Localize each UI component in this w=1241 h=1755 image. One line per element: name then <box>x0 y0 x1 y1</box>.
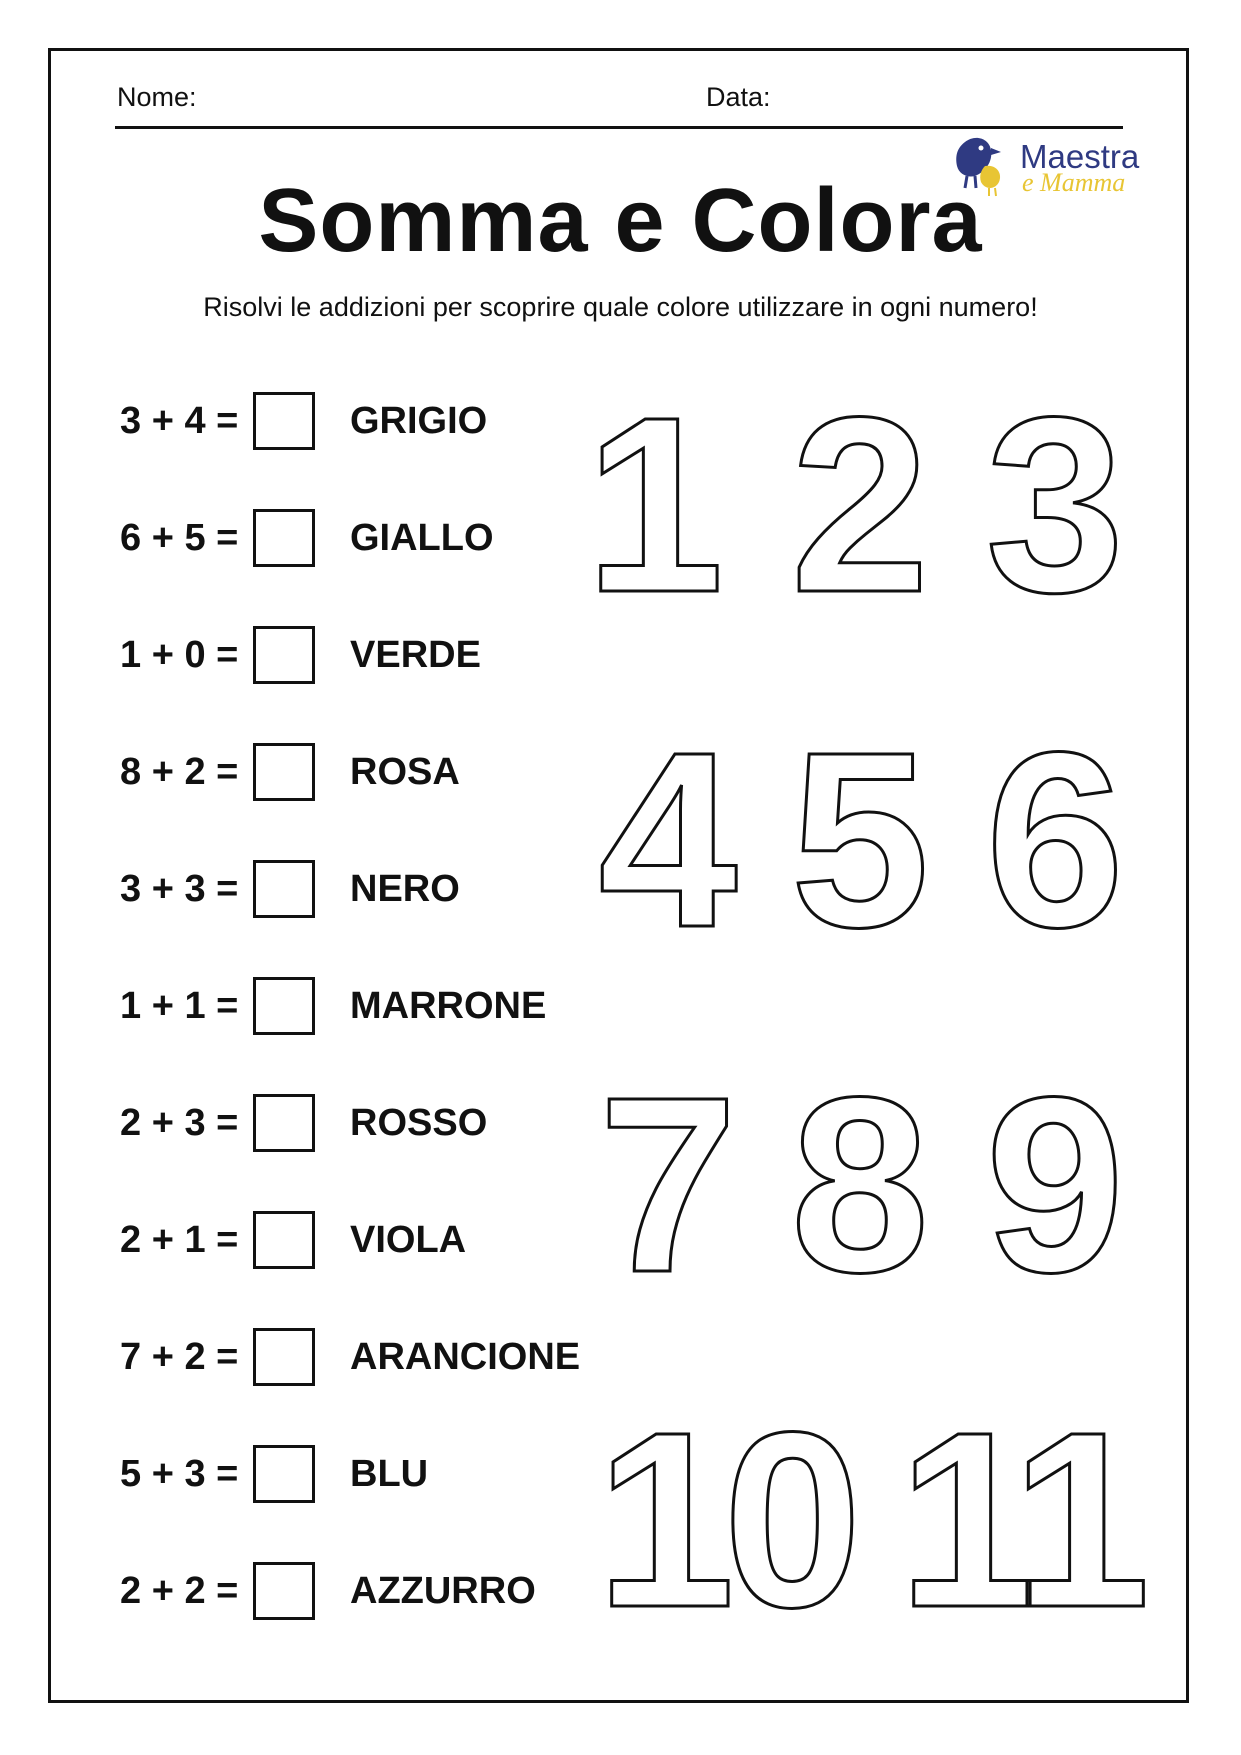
page-title: Somma e Colora <box>258 171 983 271</box>
answer-box[interactable] <box>253 743 315 801</box>
number-5-outline[interactable]: 5 <box>790 700 930 979</box>
equation-text: 2 + 3 = <box>120 1102 239 1144</box>
equation-text: 7 + 2 = <box>120 1336 239 1378</box>
color-word: VIOLA <box>350 1219 467 1261</box>
equation-text: 3 + 4 = <box>120 400 239 442</box>
equation-text: 1 + 0 = <box>120 634 239 676</box>
answer-box[interactable] <box>253 1328 315 1386</box>
answer-box[interactable] <box>253 1211 315 1269</box>
color-word: ROSSO <box>350 1102 488 1144</box>
color-word: MARRONE <box>350 985 547 1027</box>
number-3-outline[interactable]: 3 <box>985 365 1125 644</box>
answer-box[interactable] <box>253 1094 315 1152</box>
logo-text-maestra: Maestra <box>1020 138 1140 175</box>
answer-box[interactable] <box>253 626 315 684</box>
equation-text: 3 + 3 = <box>120 868 239 910</box>
color-word: AZZURRO <box>350 1570 536 1612</box>
color-word: ARANCIONE <box>350 1336 581 1378</box>
color-word: NERO <box>350 868 460 910</box>
answer-box[interactable] <box>253 1445 315 1503</box>
answer-box[interactable] <box>253 1562 315 1620</box>
page-subtitle: Risolvi le addizioni per scoprire quale colore utilizzare in ogni numero! <box>203 292 1038 322</box>
answer-box[interactable] <box>253 392 315 450</box>
equation-text: 1 + 1 = <box>120 985 239 1027</box>
color-word: BLU <box>350 1453 429 1495</box>
color-word: ROSA <box>350 751 460 793</box>
number-10-outline[interactable]: 10 <box>595 1380 851 1659</box>
number-4-outline[interactable]: 4 <box>598 700 738 979</box>
color-word: GRIGIO <box>350 400 488 442</box>
color-word: GIALLO <box>350 517 494 559</box>
logo-text-mamma: e Mamma <box>1022 168 1126 197</box>
date-label: Data: <box>706 82 771 112</box>
equation-text: 6 + 5 = <box>120 517 239 559</box>
answer-box[interactable] <box>253 977 315 1035</box>
number-9-outline[interactable]: 9 <box>985 1045 1125 1324</box>
equation-text: 8 + 2 = <box>120 751 239 793</box>
color-word: VERDE <box>350 634 481 676</box>
number-8-outline[interactable]: 8 <box>790 1045 930 1324</box>
header-line <box>115 126 1123 129</box>
equation-text: 2 + 2 = <box>120 1570 239 1612</box>
answer-box[interactable] <box>253 860 315 918</box>
equation-text: 2 + 1 = <box>120 1219 239 1261</box>
answer-box[interactable] <box>253 509 315 567</box>
number-11-outline[interactable]: 11 <box>898 1380 1139 1659</box>
name-label: Nome: <box>117 82 197 112</box>
equation-text: 5 + 3 = <box>120 1453 239 1495</box>
number-2-outline[interactable]: 2 <box>790 365 930 644</box>
number-6-outline[interactable]: 6 <box>985 700 1125 979</box>
number-7-outline[interactable]: 7 <box>598 1045 738 1324</box>
number-1-outline[interactable]: 1 <box>585 365 725 644</box>
